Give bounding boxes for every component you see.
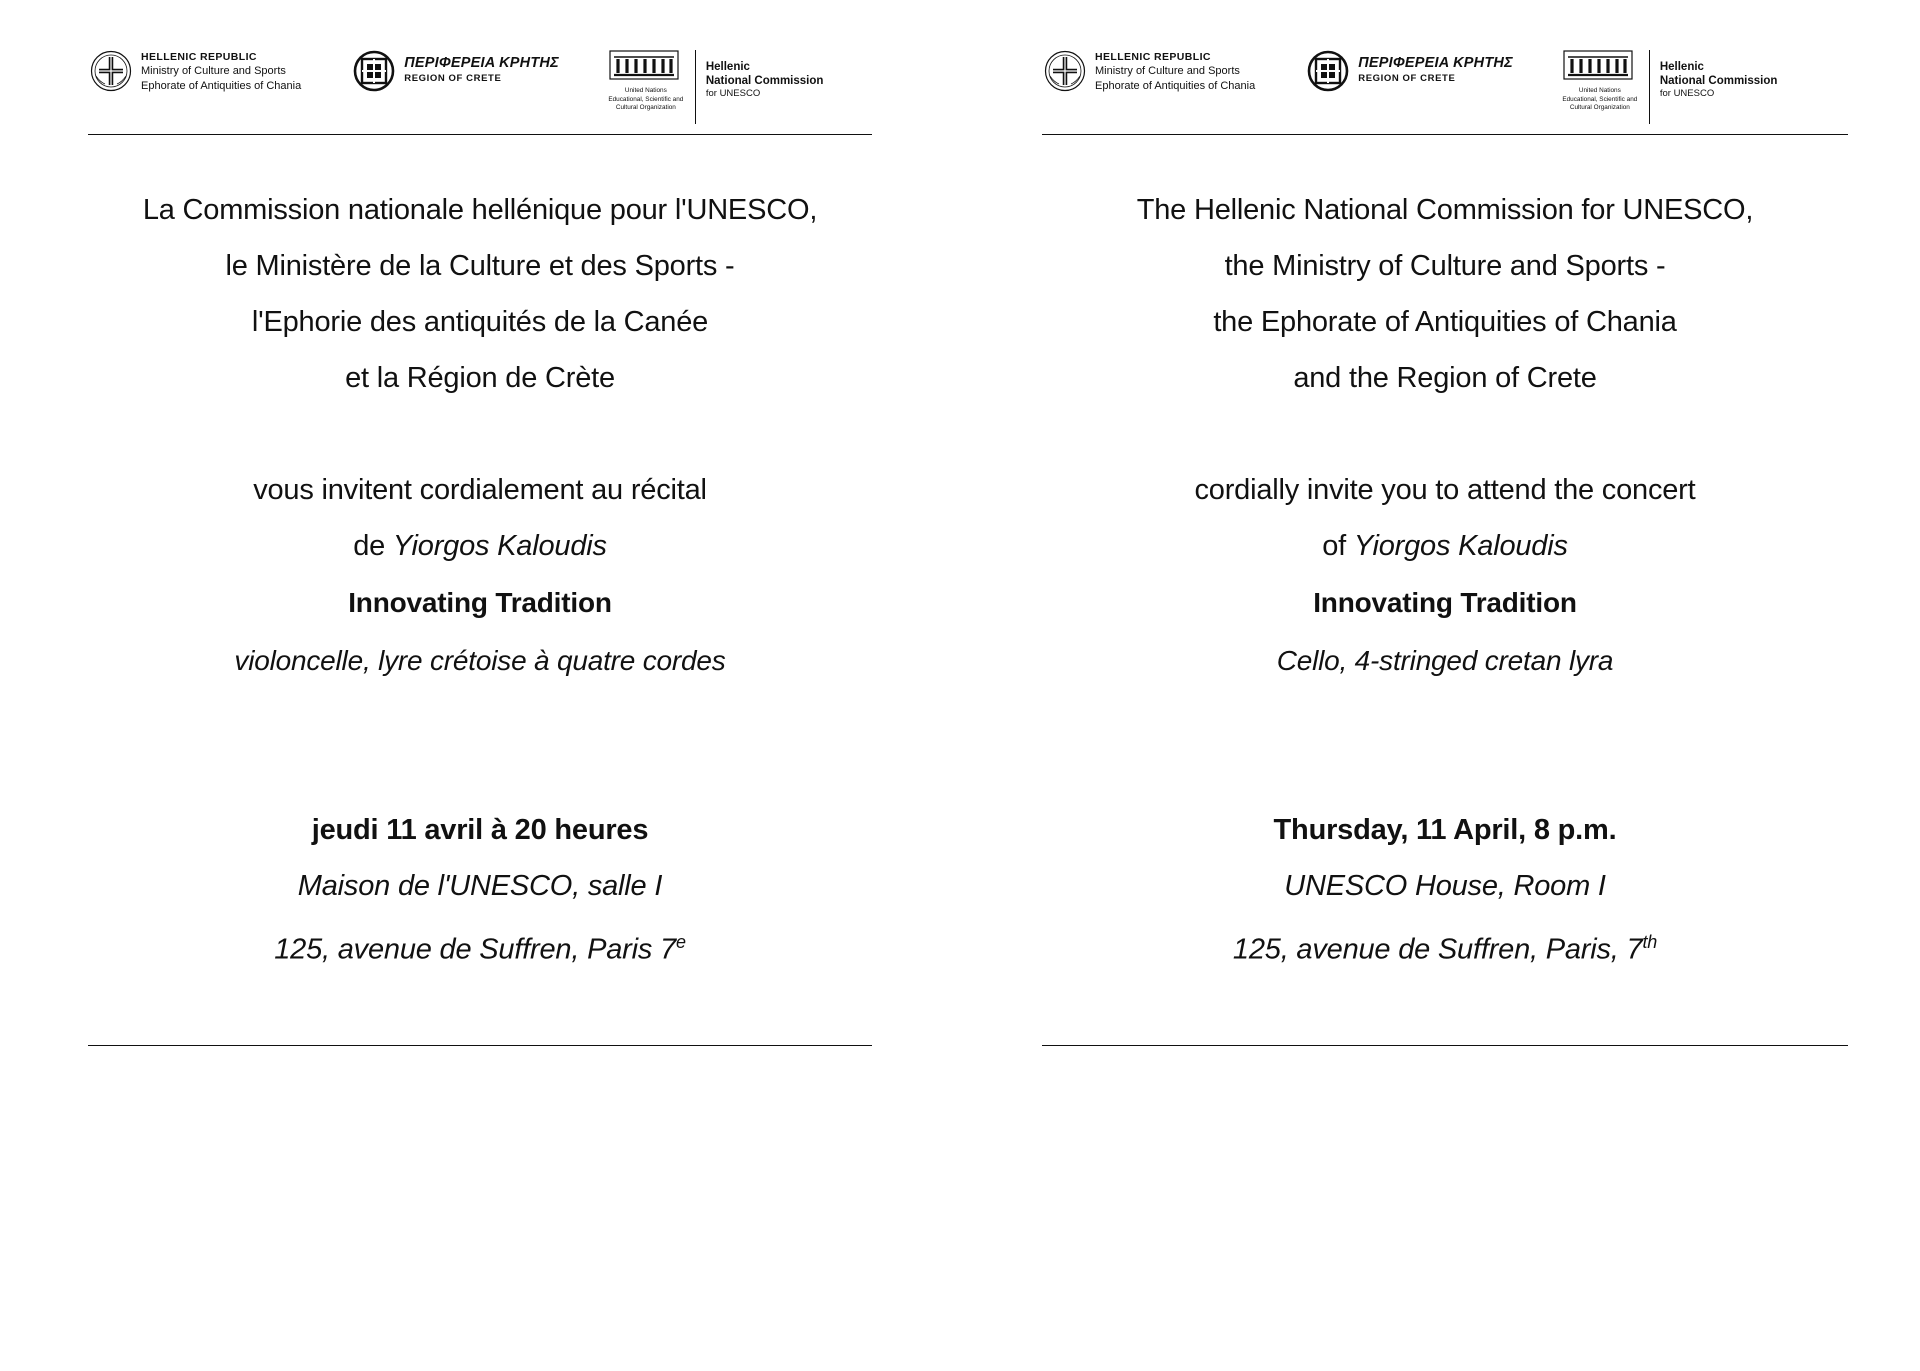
instruments-line: violoncelle, lyre crétoise à quatre cordes	[234, 645, 726, 676]
hellenic-ministry: Ministry of Culture and Sports	[141, 65, 286, 78]
header-divider	[88, 134, 872, 135]
hellenic-ephorate: Ephorate of Antiquities of Chania	[141, 79, 302, 92]
organizer-line: the Ministry of Culture and Sports -	[1224, 250, 1666, 282]
spacer	[1042, 406, 1848, 462]
artist-line	[1042, 518, 1848, 574]
organizer-line: et la Région de Crète	[345, 362, 615, 394]
un-line-2: Educational, Scientific and	[608, 95, 684, 103]
hnc-line-1: Hellenic	[1659, 61, 1704, 73]
event-datetime: jeudi 11 avril à 20 heures	[311, 814, 649, 846]
hnc-line-3: for UNESCO	[705, 88, 761, 100]
unesco-temple-icon	[1561, 48, 1635, 82]
unesco-un-caption	[1561, 87, 1639, 113]
hellenic-title: HELLENIC REPUBLIC	[1095, 51, 1211, 63]
region-subtitle: REGION OF CRETE	[404, 72, 502, 84]
unesco-temple-icon	[607, 48, 681, 82]
region-of-crete-emblem-icon	[353, 50, 395, 92]
invitation-line: vous invitent cordialement au récital	[253, 474, 707, 506]
organizer-line: l'Ephorie des antiquités de la Canée	[251, 306, 709, 338]
instruments-line: Cello, 4-stringed cretan lyra	[1276, 645, 1614, 676]
event-address	[1042, 914, 1848, 978]
event-details-block	[88, 802, 872, 978]
artist-line	[88, 518, 872, 574]
spacer	[88, 690, 872, 802]
address-main: 125, avenue de Suffren, Paris 7	[274, 933, 676, 966]
unesco-logo	[607, 48, 824, 124]
un-line-3: Cultural Organization	[615, 104, 676, 112]
footer-divider	[1042, 1045, 1848, 1046]
header-divider	[1042, 134, 1848, 135]
unesco-un-caption	[607, 87, 685, 113]
artist-name: Yiorgos Kaloudis	[392, 530, 607, 562]
region-of-crete-logo	[1307, 48, 1513, 92]
artist-name: Yiorgos Kaloudis	[1353, 530, 1568, 562]
unesco-divider	[1649, 50, 1650, 124]
hellenic-ephorate: Ephorate of Antiquities of Chania	[1095, 79, 1256, 92]
address-ordinal: th	[1642, 932, 1658, 952]
panel-english	[960, 0, 1920, 1371]
work-title: Innovating Tradition	[1313, 587, 1577, 618]
invitation-line: cordially invite you to attend the concert	[1194, 474, 1696, 506]
unesco-divider	[695, 50, 696, 124]
organizers-block	[88, 182, 872, 406]
region-title: ΠΕΡΙΦΕΡΕΙΑ ΚΡΗΤΗΣ	[1358, 55, 1513, 71]
work-title: Innovating Tradition	[348, 587, 612, 618]
region-of-crete-logo	[353, 48, 559, 92]
unesco-logo	[1561, 48, 1778, 124]
greek-coat-of-arms-icon	[1044, 50, 1086, 92]
event-address	[88, 914, 872, 978]
footer-divider	[88, 1045, 872, 1046]
un-line-1: United Nations	[624, 87, 667, 94]
greek-coat-of-arms-icon	[90, 50, 132, 92]
region-subtitle: REGION OF CRETE	[1358, 72, 1456, 84]
region-title: ΠΕΡΙΦΕΡΕΙΑ ΚΡΗΤΗΣ	[404, 55, 559, 71]
hnc-line-2: National Commission	[705, 75, 824, 88]
address-main: 125, avenue de Suffren, Paris, 7	[1232, 933, 1643, 966]
spacer	[88, 406, 872, 462]
hellenic-national-commission-text	[706, 48, 824, 100]
header-logos-english	[1042, 48, 1848, 126]
event-datetime: Thursday, 11 April, 8 p.m.	[1273, 814, 1617, 846]
un-line-3: Cultural Organization	[1569, 104, 1630, 112]
hellenic-title: HELLENIC REPUBLIC	[141, 51, 257, 63]
organizer-line: La Commission nationale hellénique pour l'UNESCO,	[142, 194, 818, 226]
organizer-line: the Ephorate of Antiquities of Chania	[1213, 306, 1677, 338]
address-ordinal: e	[675, 932, 686, 952]
organizer-line: le Ministère de la Culture et des Sports -	[225, 250, 735, 282]
hellenic-national-commission-text	[1660, 48, 1778, 100]
hnc-line-3: for UNESCO	[1659, 88, 1715, 100]
hnc-line-2: National Commission	[1659, 75, 1778, 88]
un-line-2: Educational, Scientific and	[1562, 95, 1638, 103]
invitation-body-english	[1042, 182, 1848, 978]
region-of-crete-emblem-icon	[1307, 50, 1349, 92]
event-venue: Maison de l'UNESCO, salle I	[297, 870, 663, 902]
event-venue: UNESCO House, Room I	[1284, 870, 1606, 902]
header-logos-french	[88, 48, 872, 126]
artist-prefix: de	[353, 530, 393, 562]
invitation-body-french	[88, 182, 872, 978]
organizers-block	[1042, 182, 1848, 406]
hellenic-republic-logo	[1044, 48, 1255, 93]
spacer	[1042, 690, 1848, 802]
organizer-line: and the Region of Crete	[1293, 362, 1597, 394]
organizer-line: The Hellenic National Commission for UNESCO,	[1136, 194, 1754, 226]
event-details-block	[1042, 802, 1848, 978]
un-line-1: United Nations	[1578, 87, 1621, 94]
artist-prefix: of	[1322, 530, 1354, 562]
hellenic-ministry: Ministry of Culture and Sports	[1095, 65, 1240, 78]
hnc-line-1: Hellenic	[705, 61, 750, 73]
hellenic-republic-logo	[90, 48, 301, 93]
